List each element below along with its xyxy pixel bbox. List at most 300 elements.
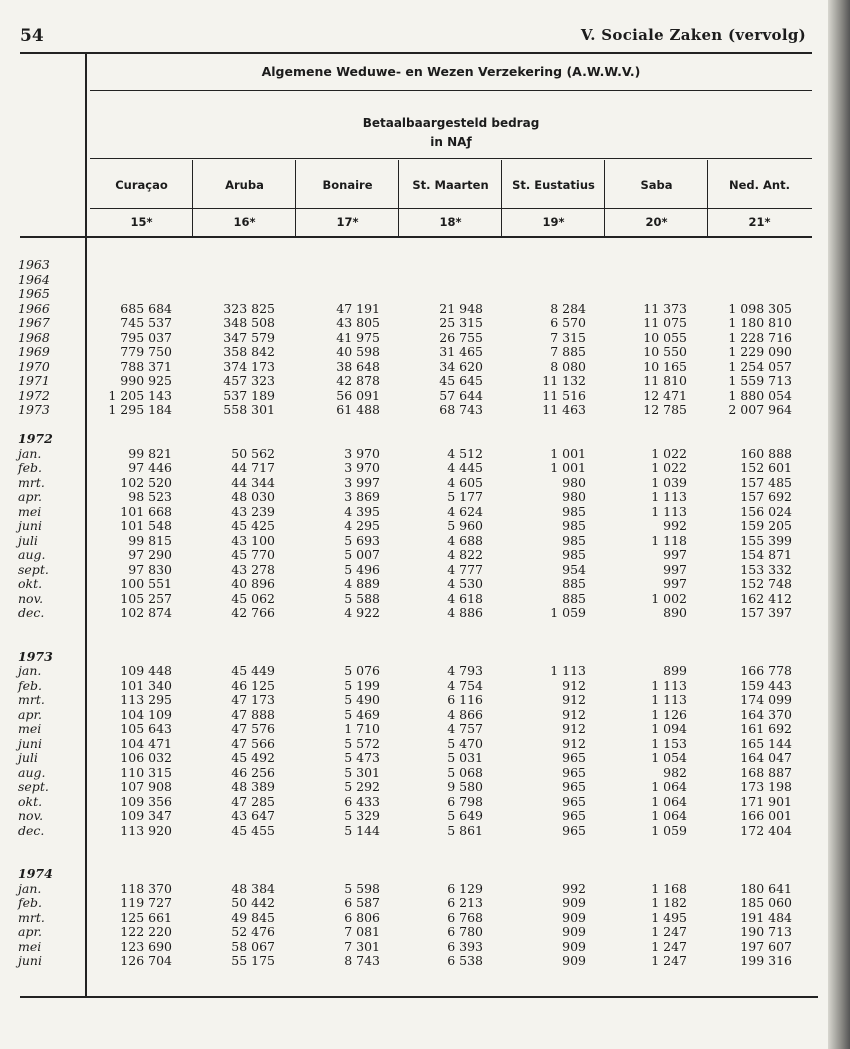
cell-curacao: 97 290	[128, 547, 172, 562]
cell-bonaire: 5 144	[344, 822, 380, 838]
cell-bonaire: 56 091	[336, 387, 380, 403]
column-header-saba: Saba	[640, 178, 673, 192]
cell-ned-ant: 1 228 716	[728, 329, 792, 345]
cell-st-eustatius: 1 001	[550, 445, 586, 461]
cell-saba: 1 182	[651, 895, 687, 910]
table-row	[0, 273, 830, 288]
cell-bonaire: 5 199	[344, 677, 380, 693]
cell-ned-ant: 160 888	[740, 445, 792, 461]
cell-aruba: 47 888	[231, 706, 275, 722]
cell-ned-ant: 174 099	[740, 692, 792, 707]
cell-ned-ant: 199 316	[740, 953, 792, 968]
cell-st-maarten: 4 777	[447, 561, 483, 577]
cell-st-maarten: 5 177	[447, 489, 483, 504]
cell-ned-ant: 159 205	[740, 518, 792, 533]
row-label: 1970	[18, 358, 50, 374]
cell-st-eustatius: 985	[562, 518, 586, 533]
cell-st-maarten: 26 755	[439, 329, 483, 345]
cell-aruba: 44 344	[231, 474, 275, 490]
cell-ned-ant: 166 001	[740, 808, 792, 823]
cell-curacao: 118 370	[120, 880, 172, 896]
table-row	[0, 722, 830, 737]
cell-st-maarten: 5 861	[447, 822, 483, 838]
table-row	[0, 418, 830, 433]
cell-curacao: 102 874	[120, 605, 172, 620]
row-label: 1973	[18, 402, 50, 417]
row-label: mei	[18, 938, 42, 954]
cell-st-maarten: 21 948	[439, 300, 483, 316]
table-row	[0, 940, 830, 955]
cell-aruba: 58 067	[231, 938, 275, 954]
cell-st-maarten: 4 512	[447, 445, 483, 461]
cell-st-maarten: 4 605	[447, 474, 483, 490]
cell-bonaire: 5 490	[344, 692, 380, 707]
cell-st-eustatius: 909	[562, 938, 586, 954]
cell-aruba: 47 285	[231, 793, 275, 809]
cell-bonaire: 43 805	[336, 315, 380, 330]
row-label: apr.	[18, 706, 43, 722]
cell-aruba: 43 239	[231, 503, 275, 519]
row-label: nov.	[18, 590, 44, 606]
cell-ned-ant: 1 098 305	[728, 300, 792, 316]
cell-ned-ant: 172 404	[740, 822, 792, 838]
table-row	[0, 461, 830, 476]
column-header-st-eustatius: St. Eustatius	[512, 178, 595, 192]
cell-st-maarten: 5 960	[447, 518, 483, 533]
table-row	[0, 621, 830, 636]
title-rule	[90, 90, 812, 91]
cell-curacao: 99 821	[128, 445, 172, 461]
cell-aruba: 55 175	[231, 953, 275, 968]
cell-aruba: 42 766	[231, 605, 275, 620]
row-label: 1972	[18, 431, 53, 446]
table-row	[0, 795, 830, 810]
cell-curacao: 105 643	[120, 721, 172, 736]
cell-st-maarten: 4 688	[447, 532, 483, 548]
table-row	[0, 809, 830, 824]
column-header-ned-ant: Ned. Ant.	[729, 178, 790, 192]
cell-st-maarten: 5 470	[447, 735, 483, 751]
cell-aruba: 46 125	[231, 677, 275, 693]
cell-st-maarten: 4 822	[447, 547, 483, 562]
cell-saba: 1 495	[651, 909, 687, 925]
header-bottom-rule	[20, 236, 812, 238]
subtitle-rule	[90, 158, 812, 159]
row-label: dec.	[18, 822, 45, 838]
cell-st-maarten: 5 068	[447, 764, 483, 780]
cell-bonaire: 5 572	[344, 735, 380, 751]
cell-st-eustatius: 1 113	[550, 663, 586, 678]
cell-bonaire: 61 488	[336, 402, 380, 417]
table-body	[0, 258, 830, 969]
cell-st-eustatius: 885	[562, 576, 586, 591]
cell-aruba: 45 449	[231, 663, 275, 678]
cell-aruba: 45 425	[231, 518, 275, 533]
cell-saba: 1 002	[651, 590, 687, 606]
table-row	[0, 505, 830, 520]
cell-saba: 12 471	[643, 387, 687, 403]
column-header-curacao: Curaçao	[115, 178, 168, 192]
table-row	[0, 476, 830, 491]
column-number-curacao: 15*	[130, 215, 153, 229]
section-title: V. Sociale Zaken (vervolg)	[580, 26, 806, 44]
cell-saba: 1 113	[651, 489, 687, 504]
year-heading-row	[0, 650, 830, 665]
cell-ned-ant: 152 601	[740, 460, 792, 475]
cell-saba: 1 113	[651, 503, 687, 519]
cell-bonaire: 5 292	[344, 779, 380, 794]
cell-ned-ant: 2 007 964	[728, 402, 792, 417]
cell-aruba: 47 576	[231, 721, 275, 736]
cell-aruba: 48 384	[231, 880, 275, 896]
cell-curacao: 100 551	[120, 576, 172, 591]
cell-st-maarten: 6 116	[447, 692, 483, 707]
cell-aruba: 45 770	[231, 547, 275, 562]
row-label: 1971	[18, 373, 50, 388]
cell-ned-ant: 197 607	[740, 938, 792, 954]
cell-ned-ant: 168 887	[740, 764, 792, 780]
cell-saba: 10 055	[643, 329, 687, 345]
cell-aruba: 46 256	[231, 764, 275, 780]
cell-st-maarten: 4 618	[447, 590, 483, 606]
cell-ned-ant: 1 254 057	[728, 358, 792, 374]
cell-bonaire: 5 496	[344, 561, 380, 577]
cell-curacao: 99 815	[128, 532, 172, 548]
cell-curacao: 104 471	[120, 735, 172, 751]
row-label: 1972	[18, 387, 50, 403]
cell-saba: 890	[663, 605, 687, 620]
cell-aruba: 47 566	[231, 735, 275, 751]
year-heading-row	[0, 432, 830, 447]
cell-st-eustatius: 885	[562, 590, 586, 606]
row-label: dec.	[18, 605, 45, 620]
table-title: Algemene Weduwe- en Wezen Verzekering (A.W.W.V.)	[261, 64, 641, 79]
row-label: apr.	[18, 924, 43, 939]
table-row	[0, 925, 830, 940]
table-row	[0, 534, 830, 549]
cell-saba: 1 247	[651, 924, 687, 939]
row-label: okt.	[18, 793, 43, 809]
cell-curacao: 126 704	[120, 953, 172, 968]
table-row	[0, 708, 830, 723]
cell-bonaire: 4 922	[344, 605, 380, 620]
cell-saba: 1 039	[651, 474, 687, 490]
cell-st-eustatius: 965	[562, 808, 586, 823]
cell-bonaire: 7 081	[344, 924, 380, 939]
table-subtitle	[90, 114, 812, 152]
cell-bonaire: 5 693	[344, 532, 380, 548]
table-row	[0, 592, 830, 607]
table-row	[0, 882, 830, 897]
cell-st-eustatius: 985	[562, 503, 586, 519]
cell-saba: 992	[663, 518, 687, 533]
cell-ned-ant: 154 871	[740, 547, 792, 562]
cell-saba: 899	[663, 663, 687, 678]
cell-saba: 1 113	[651, 692, 687, 707]
cell-bonaire: 40 598	[336, 344, 380, 359]
cell-st-maarten: 45 645	[439, 373, 483, 388]
row-label: juni	[18, 518, 42, 533]
page-number: 54	[20, 26, 44, 46]
cell-st-maarten: 6 798	[447, 793, 483, 809]
cell-curacao: 113 295	[120, 692, 172, 707]
table-row	[0, 635, 830, 650]
cell-bonaire: 4 889	[344, 576, 380, 591]
table-row	[0, 838, 830, 853]
row-label: feb.	[18, 677, 42, 693]
row-label: nov.	[18, 808, 44, 823]
cell-ned-ant: 173 198	[740, 779, 792, 794]
cell-st-maarten: 4 757	[447, 721, 483, 736]
row-label: jan.	[18, 445, 42, 461]
cell-bonaire: 5 007	[344, 547, 380, 562]
cell-st-eustatius: 7 885	[550, 344, 586, 359]
cell-bonaire: 5 588	[344, 590, 380, 606]
cell-curacao: 113 920	[120, 822, 172, 838]
cell-st-eustatius: 6 570	[550, 315, 586, 330]
cell-curacao: 102 520	[120, 474, 172, 490]
table-row	[0, 548, 830, 563]
cell-curacao: 109 356	[120, 793, 172, 809]
cell-saba: 997	[663, 576, 687, 591]
row-label: 1968	[18, 329, 50, 345]
cell-st-eustatius: 954	[562, 561, 586, 577]
table-row	[0, 331, 830, 346]
cell-aruba: 457 323	[223, 373, 275, 388]
cell-curacao: 788 371	[120, 358, 172, 374]
cell-saba: 10 550	[643, 344, 687, 359]
cell-aruba: 347 579	[223, 329, 275, 345]
cell-curacao: 98 523	[128, 489, 172, 504]
page-edge-shadow	[828, 0, 850, 1049]
table-row	[0, 954, 830, 969]
cell-curacao: 101 548	[120, 518, 172, 533]
cell-st-eustatius: 11 132	[542, 373, 586, 388]
cell-ned-ant: 157 692	[740, 489, 792, 504]
row-label: juni	[18, 735, 42, 751]
cell-bonaire: 5 469	[344, 706, 380, 722]
cell-curacao: 110 315	[120, 764, 172, 780]
cell-aruba: 348 508	[223, 315, 275, 330]
cell-ned-ant: 157 397	[740, 605, 792, 620]
cell-st-maarten: 68 743	[439, 402, 483, 417]
cell-ned-ant: 161 692	[740, 721, 792, 736]
cell-bonaire: 6 587	[344, 895, 380, 910]
table-row	[0, 824, 830, 839]
row-label: juli	[18, 750, 38, 765]
cell-curacao: 107 908	[120, 779, 172, 794]
row-label: apr.	[18, 489, 43, 504]
cell-st-maarten: 4 793	[447, 663, 483, 678]
cell-st-eustatius: 980	[562, 489, 586, 504]
cell-st-eustatius: 965	[562, 822, 586, 838]
cell-saba: 1 126	[651, 706, 687, 722]
cell-curacao: 1 205 143	[108, 387, 172, 403]
cell-saba: 1 118	[651, 532, 687, 548]
cell-st-maarten: 6 538	[447, 953, 483, 968]
cell-bonaire: 47 191	[336, 300, 380, 316]
cell-aruba: 44 717	[231, 460, 275, 475]
row-label: juli	[18, 532, 38, 548]
table-row	[0, 896, 830, 911]
cell-curacao: 105 257	[120, 590, 172, 606]
table-row	[0, 577, 830, 592]
cell-st-eustatius: 1 059	[550, 605, 586, 620]
cell-ned-ant: 166 778	[740, 663, 792, 678]
table-row	[0, 693, 830, 708]
cell-st-eustatius: 912	[562, 677, 586, 693]
cell-st-maarten: 4 530	[447, 576, 483, 591]
cell-saba: 1 064	[651, 793, 687, 809]
cell-aruba: 48 389	[231, 779, 275, 794]
cell-ned-ant: 153 332	[740, 561, 792, 577]
cell-ned-ant: 157 485	[740, 474, 792, 490]
cell-curacao: 779 750	[120, 344, 172, 359]
cell-st-maarten: 4 445	[447, 460, 483, 475]
cell-st-eustatius: 11 463	[542, 402, 586, 417]
cell-bonaire: 38 648	[336, 358, 380, 374]
cell-st-eustatius: 909	[562, 909, 586, 925]
cell-aruba: 358 842	[223, 344, 275, 359]
cell-curacao: 125 661	[120, 909, 172, 925]
cell-curacao: 685 684	[120, 300, 172, 316]
column-number-saba: 20*	[645, 215, 668, 229]
cell-st-eustatius: 965	[562, 764, 586, 780]
table-row	[0, 258, 830, 273]
year-heading-row	[0, 867, 830, 882]
cell-st-eustatius: 1 001	[550, 460, 586, 475]
cell-saba: 11 075	[643, 315, 687, 330]
cell-aruba: 537 189	[223, 387, 275, 403]
cell-st-eustatius: 909	[562, 953, 586, 968]
cell-ned-ant: 180 641	[740, 880, 792, 896]
cell-curacao: 123 690	[120, 938, 172, 954]
cell-st-maarten: 4 886	[447, 605, 483, 620]
cell-st-eustatius: 8 284	[550, 300, 586, 316]
cell-st-maarten: 6 393	[447, 938, 483, 954]
cell-aruba: 45 455	[231, 822, 275, 838]
table-row	[0, 853, 830, 868]
column-number-ned-ant: 21*	[748, 215, 771, 229]
row-label: jan.	[18, 880, 42, 896]
cell-st-maarten: 6 129	[447, 880, 483, 896]
colhead-rule	[90, 208, 812, 209]
cell-bonaire: 4 295	[344, 518, 380, 533]
cell-curacao: 795 037	[120, 329, 172, 345]
cell-saba: 11 810	[643, 373, 687, 388]
cell-st-eustatius: 11 516	[542, 387, 586, 403]
cell-curacao: 101 668	[120, 503, 172, 519]
column-header-bonaire: Bonaire	[322, 178, 373, 192]
cell-ned-ant: 185 060	[740, 895, 792, 910]
table-row	[0, 911, 830, 926]
cell-ned-ant: 164 370	[740, 706, 792, 722]
cell-aruba: 47 173	[231, 692, 275, 707]
cell-ned-ant: 162 412	[740, 590, 792, 606]
cell-saba: 1 113	[651, 677, 687, 693]
cell-curacao: 109 347	[120, 808, 172, 823]
table-row	[0, 563, 830, 578]
cell-aruba: 40 896	[231, 576, 275, 591]
cell-st-maarten: 6 768	[447, 909, 483, 925]
row-label: mrt.	[18, 692, 45, 707]
cell-bonaire: 1 710	[344, 721, 380, 736]
table-row	[0, 606, 830, 621]
cell-bonaire: 6 433	[344, 793, 380, 809]
cell-ned-ant: 155 399	[740, 532, 792, 548]
cell-st-eustatius: 985	[562, 532, 586, 548]
cell-ned-ant: 191 484	[740, 909, 792, 925]
row-label: 1965	[18, 286, 50, 301]
table-row	[0, 345, 830, 360]
cell-ned-ant: 156 024	[740, 503, 792, 519]
table-row	[0, 302, 830, 317]
cell-saba: 1 153	[651, 735, 687, 751]
cell-saba: 1 054	[651, 750, 687, 765]
row-label: aug.	[18, 547, 46, 562]
table-row	[0, 403, 830, 418]
cell-ned-ant: 1 880 054	[728, 387, 792, 403]
cell-st-eustatius: 980	[562, 474, 586, 490]
column-number-st-maarten: 18*	[439, 215, 462, 229]
cell-bonaire: 5 329	[344, 808, 380, 823]
table-row	[0, 374, 830, 389]
cell-ned-ant: 1 180 810	[728, 315, 792, 330]
table-row	[0, 664, 830, 679]
cell-aruba: 48 030	[231, 489, 275, 504]
cell-bonaire: 5 473	[344, 750, 380, 765]
table-row	[0, 447, 830, 462]
cell-st-eustatius: 7 315	[550, 329, 586, 345]
cell-ned-ant: 165 144	[740, 735, 792, 751]
column-number-st-eustatius: 19*	[542, 215, 565, 229]
cell-curacao: 122 220	[120, 924, 172, 939]
cell-st-maarten: 4 866	[447, 706, 483, 722]
table-bottom-rule	[20, 996, 818, 998]
cell-curacao: 101 340	[120, 677, 172, 693]
table-row	[0, 766, 830, 781]
cell-saba: 12 785	[643, 402, 687, 417]
cell-saba: 1 022	[651, 445, 687, 461]
table-row	[0, 780, 830, 795]
cell-bonaire: 3 970	[344, 445, 380, 461]
cell-curacao: 97 830	[128, 561, 172, 577]
cell-bonaire: 7 301	[344, 938, 380, 954]
cell-st-eustatius: 909	[562, 924, 586, 939]
cell-bonaire: 3 970	[344, 460, 380, 475]
cell-st-maarten: 4 624	[447, 503, 483, 519]
cell-st-maarten: 25 315	[439, 315, 483, 330]
cell-st-maarten: 57 644	[439, 387, 483, 403]
cell-ned-ant: 171 901	[740, 793, 792, 809]
subtitle-line-1: Betaalbaargesteld bedrag	[362, 116, 540, 130]
cell-saba: 1 064	[651, 779, 687, 794]
cell-st-eustatius: 912	[562, 721, 586, 736]
cell-saba: 997	[663, 547, 687, 562]
cell-aruba: 49 845	[231, 909, 275, 925]
cell-curacao: 104 109	[120, 706, 172, 722]
cell-saba: 982	[663, 764, 687, 780]
cell-curacao: 119 727	[120, 895, 172, 910]
cell-bonaire: 4 395	[344, 503, 380, 519]
cell-st-eustatius: 965	[562, 750, 586, 765]
cell-ned-ant: 164 047	[740, 750, 792, 765]
cell-st-eustatius: 992	[562, 880, 586, 896]
cell-saba: 997	[663, 561, 687, 577]
cell-aruba: 323 825	[223, 300, 275, 316]
cell-st-maarten: 4 754	[447, 677, 483, 693]
cell-saba: 1 168	[651, 880, 687, 896]
